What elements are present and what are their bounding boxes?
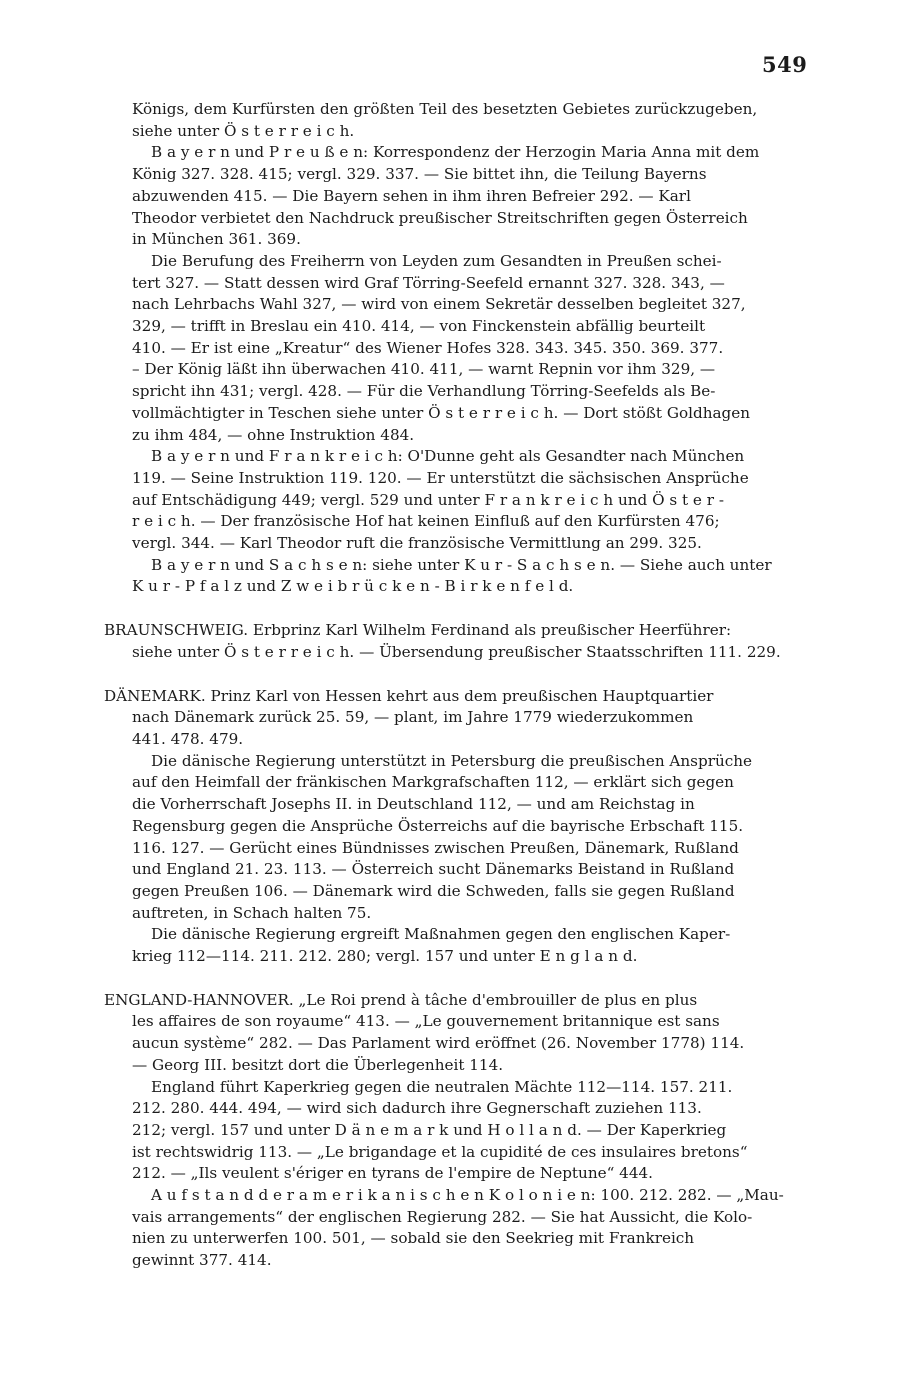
text-line: auf den Heimfall der fränkischen Markgrafschaften 112, — erklärt sich gegen <box>132 773 734 792</box>
text-line: 410. — Er ist eine „Kreatur“ des Wiener Hofes 328. 343. 345. 350. 369. 377. <box>132 338 724 357</box>
text-line: Regensburg gegen die Ansprüche Österreichs auf die bayrische Erbschaft 115. <box>132 816 744 835</box>
text-line: und England 21. 23. 113. — Österreich sucht Dänemarks Beistand in Rußland <box>132 860 735 879</box>
text-line: aucun système“ 282. — Das Parlament wird eröffnet (26. November 1778) 114. <box>132 1034 745 1053</box>
text-line: A u f s t a n d d e r a m e r i k a n i s c h e n K o l o n i e n: 100. 212. 282. — „Mau- <box>151 1186 784 1205</box>
index-page-content <box>104 99 804 1272</box>
text-line: spricht ihn 431; vergl. 428. — Für die Verhandlung Törring-Seefelds als Be- <box>132 382 716 401</box>
text-line: ist rechtswidrig 113. — „Le brigandage et la cupidité de ces insulaires bretons“ <box>132 1142 748 1161</box>
text-line: B a y e r n und P r e u ß e n: Korrespondenz der Herzogin Maria Anna mit dem <box>151 143 760 162</box>
text-line: 212; vergl. 157 und unter D ä n e m a r k und H o l l a n d. — Der Kaperkrieg <box>132 1120 727 1139</box>
text-line: nach Lehrbachs Wahl 327, — wird von einem Sekretär desselben begleitet 327, <box>132 295 746 314</box>
text-line: tert 327. — Statt dessen wird Graf Törring-Seefeld ernannt 327. 328. 343, — <box>132 273 725 292</box>
text-line: les affaires de son royaume“ 413. — „Le gouvernement britannique est sans <box>132 1012 720 1031</box>
text-line: England führt Kaperkrieg gegen die neutralen Mächte 112—114. 157. 211. <box>151 1077 733 1096</box>
text-line: K u r - P f a l z und Z w e i b r ü c k e n - B i r k e n f e l d. <box>132 577 574 596</box>
text-line: vergl. 344. — Karl Theodor ruft die französische Vermittlung an 299. 325. <box>132 534 702 553</box>
text-line: auf Entschädigung 449; vergl. 529 und unter F r a n k r e i c h und Ö s t e r - <box>132 490 724 509</box>
text-line: gewinnt 377. 414. <box>132 1251 272 1270</box>
text-line: siehe unter Ö s t e r r e i c h. — Übersendung preußischer Staatsschriften 111. 229. <box>132 642 781 661</box>
text-line: Die dänische Regierung ergreift Maßnahmen gegen den englischen Kaper- <box>151 925 731 944</box>
index-entry-block <box>104 686 804 968</box>
text-line: 441. 478. 479. <box>132 729 244 748</box>
text-line: zu ihm 484, — ohne Instruktion 484. <box>132 425 415 444</box>
text-line: König 327. 328. 415; vergl. 329. 337. — Sie bittet ihn, die Teilung Bayerns <box>132 165 707 184</box>
text-line: r e i c h. — Der französische Hof hat keinen Einfluß auf den Kurfürsten 476; <box>132 512 720 531</box>
text-line: auftreten, in Schach halten 75. <box>132 903 372 922</box>
text-line: siehe unter Ö s t e r r e i c h. <box>132 121 355 140</box>
text-line: BRAUNSCHWEIG. Erbprinz Karl Wilhelm Ferdinand als preußischer Heerführer: <box>104 621 732 640</box>
text-line: nien zu unterwerfen 100. 501, — sobald sie den Seekrieg mit Frankreich <box>132 1229 695 1248</box>
text-line: — Georg III. besitzt dort die Überlegenheit 114. <box>132 1055 504 1074</box>
text-line: ENGLAND-HANNOVER. „Le Roi prend à tâche d'embrouiller de plus en plus <box>104 990 698 1009</box>
text-line: abzuwenden 415. — Die Bayern sehen in ihm ihren Befreier 292. — Karl <box>132 186 691 205</box>
text-line: – Der König läßt ihn überwachen 410. 411, — warnt Repnin vor ihm 329, — <box>132 360 716 379</box>
text-line: B a y e r n und F r a n k r e i c h: O'Dunne geht als Gesandter nach München <box>151 447 745 466</box>
text-line: 116. 127. — Gerücht eines Bündnisses zwischen Preußen, Dänemark, Rußland <box>132 838 739 857</box>
text-line: vollmächtigter in Teschen siehe unter Ö s t e r r e i c h. — Dort stößt Goldhagen <box>132 403 751 422</box>
text-line: Die dänische Regierung unterstützt in Petersburg die preußischen Ansprüche <box>151 751 753 770</box>
text-line: 119. — Seine Instruktion 119. 120. — Er unterstützt die sächsischen Ansprüche <box>132 468 749 487</box>
index-entry-block <box>104 620 804 663</box>
text-line: gegen Preußen 106. — Dänemark wird die Schweden, falls sie gegen Rußland <box>132 881 735 900</box>
text-line: B a y e r n und S a c h s e n: siehe unter K u r - S a c h s e n. — Siehe auch unter <box>151 555 772 574</box>
text-line: 212. 280. 444. 494, — wird sich dadurch ihre Gegnerschaft zuziehen 113. <box>132 1099 702 1118</box>
text-line: nach Dänemark zurück 25. 59, — plant, im Jahre 1779 wiederzukommen <box>132 708 694 727</box>
text-line: 329, — trifft in Breslau ein 410. 414, — von Finckenstein abfällig beurteilt <box>132 317 706 336</box>
index-entry-block <box>104 99 804 598</box>
text-line: krieg 112—114. 211. 212. 280; vergl. 157 und unter E n g l a n d. <box>132 947 638 966</box>
text-line: in München 361. 369. <box>132 230 301 249</box>
text-line: 212. — „Ils veulent s'ériger en tyrans de l'empire de Neptune“ 444. <box>132 1164 653 1183</box>
page-number: 549 <box>762 52 808 77</box>
text-line: Die Berufung des Freiherrn von Leyden zum Gesandten in Preußen schei- <box>151 251 722 270</box>
text-line: Königs, dem Kurfürsten den größten Teil des besetzten Gebietes zurückzugeben, <box>132 100 758 118</box>
text-line: Theodor verbietet den Nachdruck preußischer Streitschriften gegen Österreich <box>132 208 748 227</box>
index-entry-block <box>104 990 804 1272</box>
text-line: vais arrangements“ der englischen Regierung 282. — Sie hat Aussicht, die Kolo- <box>132 1207 753 1226</box>
text-line: die Vorherrschaft Josephs II. in Deutschland 112, — und am Reichstag in <box>132 795 695 814</box>
text-line: DÄNEMARK. Prinz Karl von Hessen kehrt aus dem preußischen Hauptquartier <box>104 686 714 705</box>
